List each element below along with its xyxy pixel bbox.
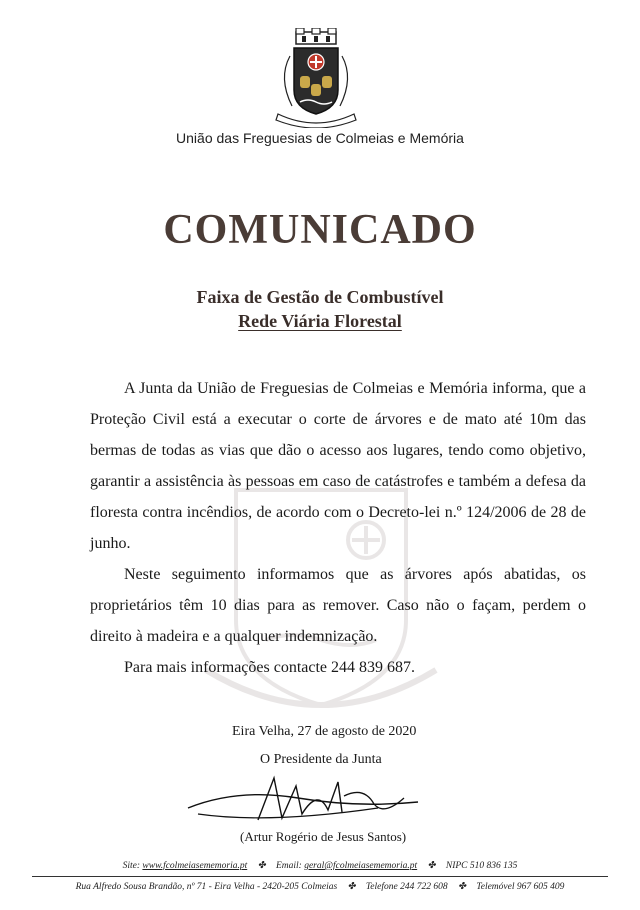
separator-icon: ✤ — [427, 861, 436, 871]
body-text — [90, 373, 586, 683]
address: Rua Alfredo Sousa Brandão, nº 71 - Eira Velha - 2420-205 Colmeias — [75, 882, 338, 892]
phone: Telefone 244 722 608 — [365, 882, 448, 892]
site-link[interactable]: www.fcolmeiasememoria.pt — [142, 861, 248, 871]
mobile: Telemóvel 967 605 409 — [476, 882, 565, 892]
footer-divider — [32, 876, 608, 877]
email-label: Email: — [275, 861, 302, 871]
handwritten-signature-icon — [178, 768, 428, 828]
separator-icon: ✤ — [457, 882, 466, 892]
paragraph-1: A Junta da União de Freguesias de Colmeias e Memória informa, que a Proteção Civil está a executar o corte de árvores e de mato até 10m das bermas de todas as vias que dão o acesso aos lugares, tendo como objetivo, garantir a assistência às pessoas em caso de catástrofes e também a defesa da floresta contra incêndios, de acordo com o Decreto-lei n.º 124/2006 de 28 de junho. — [90, 380, 586, 552]
paragraph-2: Neste seguimento informamos que as árvores após abatidas, os proprietários têm 10 dias para as remover. Caso não o façam, perdem o direito à madeira e a qualquer indemnização. — [90, 566, 586, 645]
coat-of-arms-icon — [268, 28, 364, 128]
paragraph-3: Para mais informações contacte 244 839 687. — [124, 659, 416, 676]
subtitle-line-2-text: Rede Viária Florestal — [238, 311, 402, 331]
email-link[interactable]: geral@fcolmeiasememoria.pt — [304, 861, 418, 871]
site-label: Site: — [122, 861, 141, 871]
document-title: COMUNICADO — [163, 207, 477, 253]
nipc: NIPC 510 836 135 — [445, 861, 518, 871]
footer-contacts — [0, 860, 640, 871]
organization-name: União das Freguesias de Colmeias e Memória — [176, 130, 464, 146]
separator-icon: ✤ — [257, 861, 266, 871]
subtitle-line-2 — [0, 311, 640, 332]
separator-icon: ✤ — [347, 882, 356, 892]
signer-title: O Presidente da Junta — [260, 752, 382, 767]
footer-address-line — [0, 881, 640, 892]
subtitle-line-1: Faixa de Gestão de Combustível — [196, 287, 444, 307]
date-place: Eira Velha, 27 de agosto de 2020 — [232, 724, 417, 739]
signer-name: (Artur Rogério de Jesus Santos) — [240, 829, 407, 844]
